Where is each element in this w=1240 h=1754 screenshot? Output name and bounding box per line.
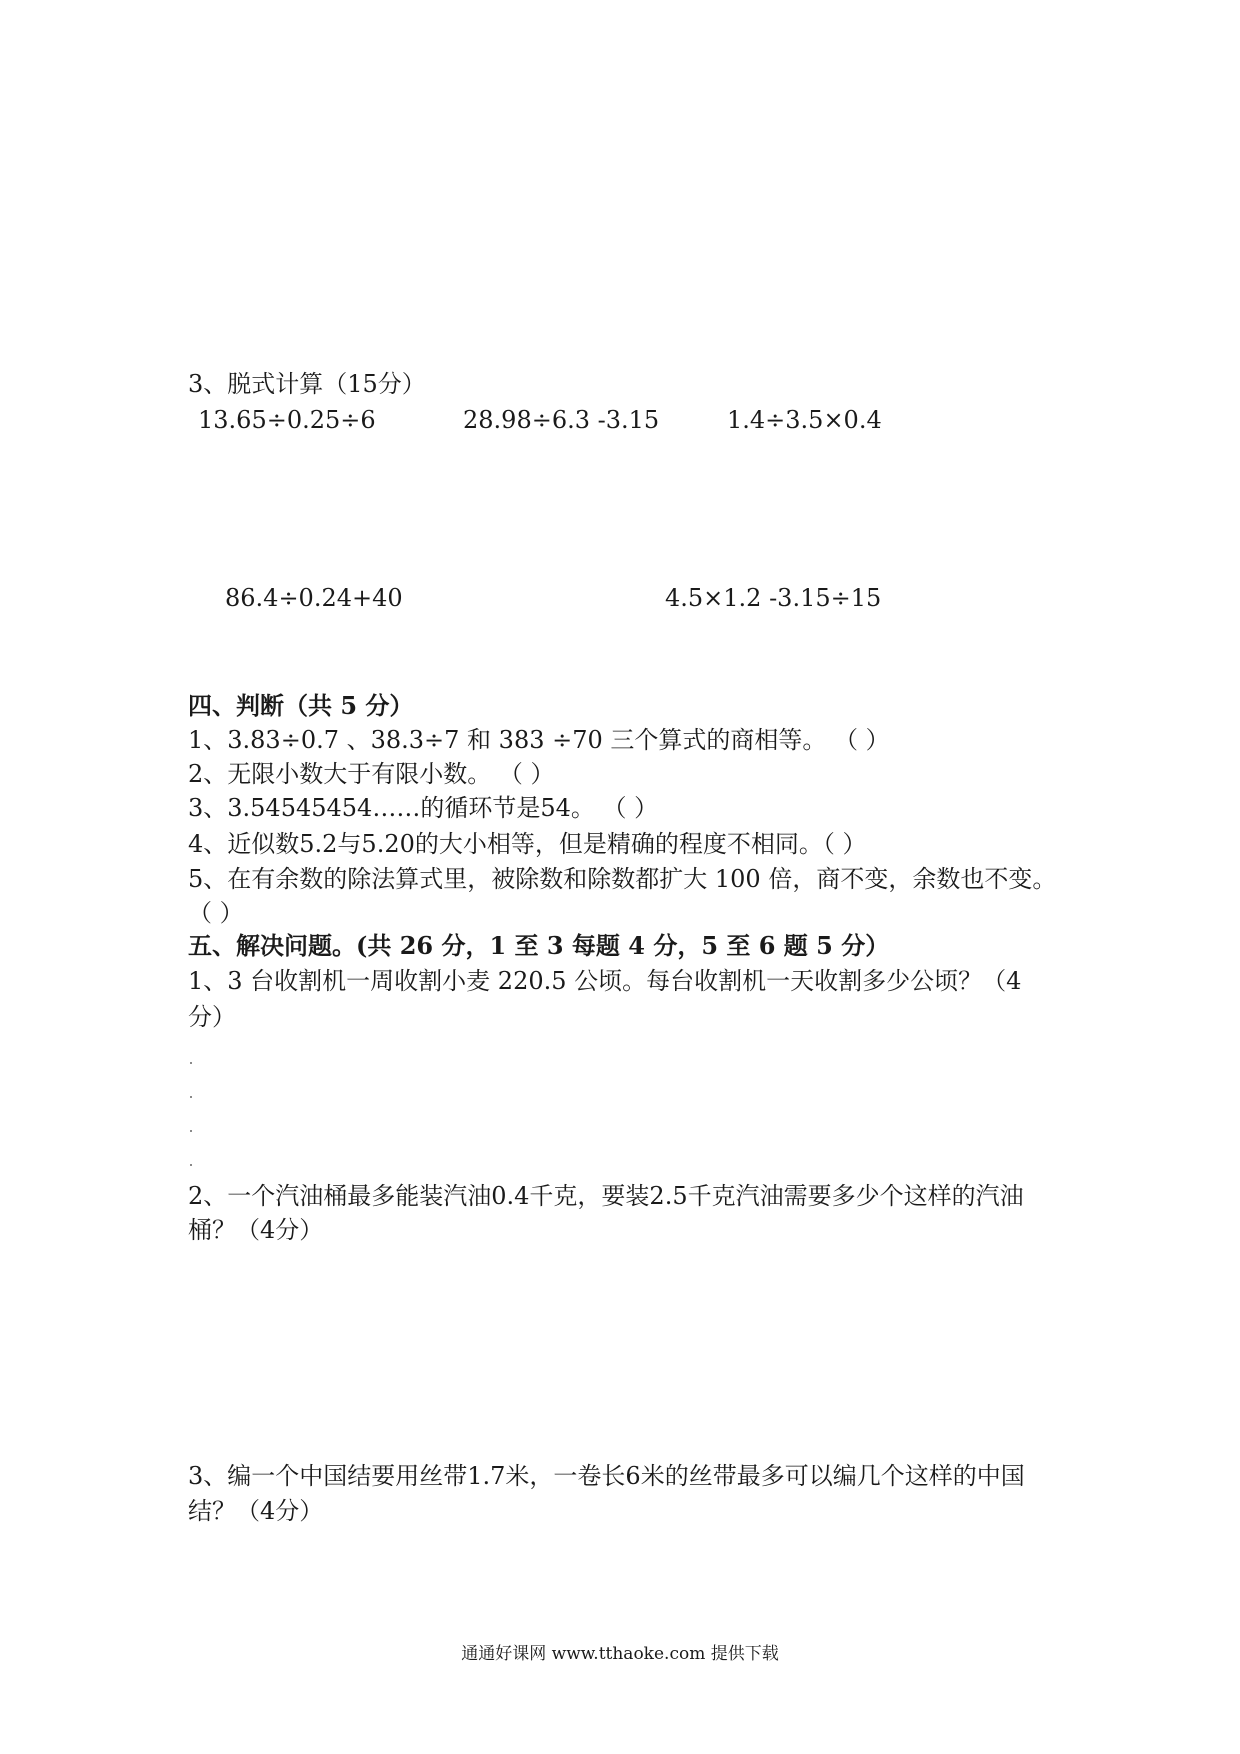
expression-4: 86.4÷0.24+40	[225, 584, 403, 612]
expression-5: 4.5×1.2 -3.15÷15	[665, 584, 882, 612]
expression-1: 13.65÷0.25÷6	[198, 406, 376, 434]
footer-source: 通通好课网 www.tthaoke.com 提供下载	[461, 1644, 779, 1664]
problem-2-line-2: 桶？（4分）	[188, 1216, 324, 1244]
judgment-item-3: 3、3.54545454……的循环节是54。 （ ）	[188, 794, 659, 822]
expression-2: 28.98÷6.3 -3.15	[463, 406, 660, 434]
judgment-item-4: 4、近似数5.2与5.20的大小相等，但是精确的程度不相同。（ ）	[188, 830, 867, 858]
expression-3: 1.4÷3.5×0.4	[727, 406, 882, 434]
section-4-heading: 四、判断（共 5 分）	[188, 691, 414, 720]
scan-speck	[190, 1130, 192, 1132]
judgment-item-5-answer: （ ）	[188, 899, 244, 927]
problem-3-line-1: 3、编一个中国结要用丝带1.7米，一卷长6米的丝带最多可以编几个这样的中国	[188, 1462, 1025, 1490]
problem-2-line-1: 2、一个汽油桶最多能装汽油0.4千克，要装2.5千克汽油需要多少个这样的汽油	[188, 1182, 1024, 1210]
judgment-item-1: 1、3.83÷0.7 、38.3÷7 和 383 ÷70 三个算式的商相等。 （ ）	[188, 726, 890, 754]
problem-3-line-2: 结？（4分）	[188, 1497, 324, 1525]
section-5-heading: 五、解决问题。(共 26 分，1 至 3 每题 4 分，5 至 6 题 5 分）	[188, 931, 890, 960]
scan-speck	[190, 1164, 192, 1166]
judgment-item-5: 5、在有余数的除法算式里，被除数和除数都扩大 100 倍，商不变，余数也不变。	[188, 865, 1057, 893]
problem-1-line-1: 1、3 台收割机一周收割小麦 220.5 公顷。每台收割机一天收割多少公顷？（4	[188, 967, 1022, 995]
problem-1-line-2: 分）	[188, 1003, 236, 1031]
scan-speck	[190, 1096, 192, 1098]
scan-speck	[190, 1062, 192, 1064]
judgment-item-2: 2、无限小数大于有限小数。 （ ）	[188, 760, 555, 788]
section-3-heading: 3、脱式计算（15分）	[188, 370, 426, 398]
